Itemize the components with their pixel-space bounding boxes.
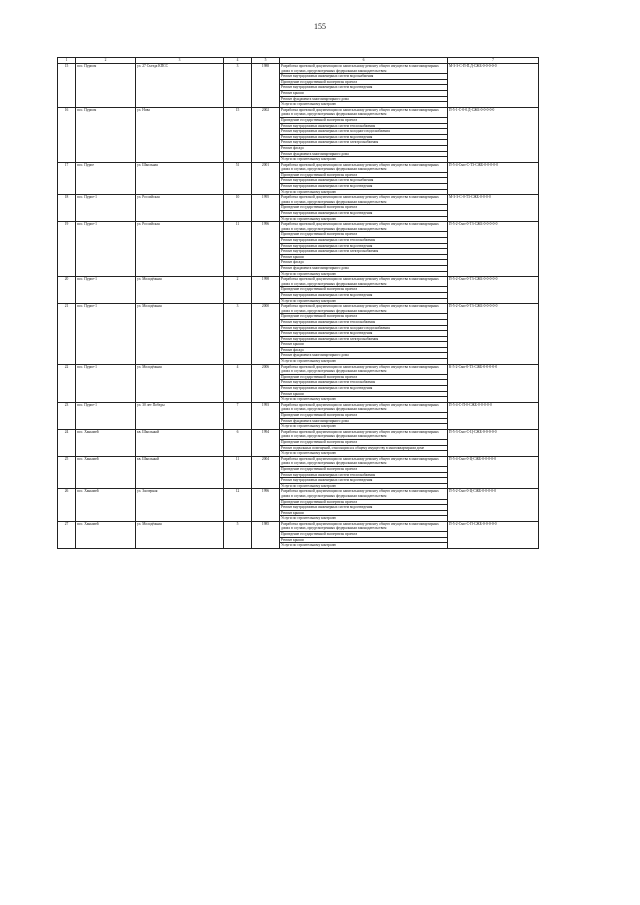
work-type-cell: Ремонт подвальных помещений, относящихся к общему имуществу в многоквартирном доме xyxy=(280,445,448,451)
house-number-cell: 3 xyxy=(224,64,252,108)
build-year-cell: 2001 xyxy=(252,162,280,195)
work-type-cell: Проведение государственной экспертизы проекта xyxy=(280,466,448,472)
row-number: 21 xyxy=(58,304,76,365)
work-type-cell: Ремонт внутридомовых инженерных систем водоотведения xyxy=(280,134,448,140)
page-number: 155 xyxy=(314,22,326,31)
work-type-cell: Ремонт внутридомовых инженерных систем теплоснабжения xyxy=(280,123,448,129)
work-type-cell: Ремонт фундамента многоквартирного дома xyxy=(280,151,448,157)
housing-repair-table xyxy=(57,57,539,549)
table-row xyxy=(58,222,539,232)
street-cell: кв. Школьный xyxy=(136,456,224,489)
table-row xyxy=(58,277,539,287)
work-type-cell: Ремонт внутридомовых инженерных систем водоотведения xyxy=(280,478,448,484)
house-number-cell: 11 xyxy=(224,222,252,277)
build-year-cell: 2002 xyxy=(252,107,280,162)
work-type-cell: Разработка проектной документации по капитальному ремонту общего имущества в многоквартирных домах в случаях, предусмотренных федеральным законодательством xyxy=(280,521,448,531)
row-number: 19 xyxy=(58,222,76,277)
row-number: 15 xyxy=(58,64,76,108)
work-type-cell: Разработка проектной документации по капитальному ремонту общего имущества в многоквартирных домах в случаях, предусмотренных федеральным законодательством xyxy=(280,429,448,439)
settlement-cell: пос. Пурпе-1 xyxy=(76,304,136,365)
table-row xyxy=(58,364,539,374)
building-code-cell: П-5-4-Смп-0-Ц-СЖБ-0-0-0-0-0 xyxy=(448,456,539,489)
building-code-cell: П-5-2-Смп-0-Т3-СЖБ-0-0-0-0-0 xyxy=(448,222,539,277)
work-type-cell: Проведение государственной экспертизы проекта xyxy=(280,499,448,505)
settlement-cell: пос. Пурпе-1 xyxy=(76,222,136,277)
build-year-cell: 1995 xyxy=(252,195,280,222)
street-cell: ул. Школьная xyxy=(136,162,224,195)
house-number-cell: 6 xyxy=(224,429,252,456)
work-type-cell: Ремонт внутридомовых инженерных систем холодного водоснабжения xyxy=(280,325,448,331)
house-number-cell: 11 xyxy=(224,456,252,489)
work-type-cell: Проведение государственной экспертизы проекта xyxy=(280,287,448,293)
row-number: 26 xyxy=(58,489,76,522)
settlement-cell: пос. Пурпе-1 xyxy=(76,277,136,304)
street-cell: ул. Нова xyxy=(136,107,224,162)
settlement-cell: пос. Пурпе-1 xyxy=(76,402,136,429)
work-type-cell: Разработка проектной документации по капитальному ремонту общего имущества в многоквартирных домах в случаях, предусмотренных федеральным законодательством xyxy=(280,364,448,374)
settlement-cell: пос. Пурпе-1 xyxy=(76,195,136,222)
settlement-cell: пос. Пурпом xyxy=(76,64,136,108)
house-number-cell: 4 xyxy=(224,364,252,402)
work-type-cell: Ремонт фундамента многоквартирного дома xyxy=(280,265,448,271)
work-type-cell: Услуги по строительному контролю xyxy=(280,298,448,304)
column-header: 6 xyxy=(280,58,448,64)
work-type-cell: Ремонт внутридомовых инженерных систем водоотведения xyxy=(280,386,448,392)
work-type-cell: Услуги по строительному контролю xyxy=(280,451,448,457)
house-number-cell: 7 xyxy=(224,402,252,429)
table-row xyxy=(58,107,539,117)
work-type-cell: Проведение государственной экспертизы проекта xyxy=(280,232,448,238)
table-row xyxy=(58,456,539,466)
street-cell: ул. Российская xyxy=(136,222,224,277)
work-type-cell: Ремонт внутридомовых инженерных систем теплоснабжения xyxy=(280,319,448,325)
table-row xyxy=(58,402,539,412)
column-header: 5 xyxy=(252,58,280,64)
building-code-cell: М-3-3-С-П-П.Д-СЖБ-0-0-0-0-0 xyxy=(448,64,539,108)
work-type-cell: Проведение государственной экспертизы проекта xyxy=(280,79,448,85)
column-header: 1 xyxy=(58,58,76,64)
work-type-cell: Ремонт внутридомовых инженерных систем водоснабжения xyxy=(280,178,448,184)
work-type-cell: Ремонт внутридомовых инженерных систем теплоснабжения xyxy=(280,472,448,478)
work-type-cell: Проведение государственной экспертизы проекта xyxy=(280,532,448,538)
work-type-cell: Услуги по строительному контролю xyxy=(280,359,448,365)
building-code-cell: П-5-4-С-П-0-СЖБ-0-0-0-0-0 xyxy=(448,402,539,429)
row-number: 22 xyxy=(58,364,76,402)
column-header: 7 xyxy=(448,58,539,64)
settlement-cell: пос. Ханымей xyxy=(76,521,136,548)
column-header: 4 xyxy=(224,58,252,64)
work-type-cell: Ремонт фасада xyxy=(280,347,448,353)
table-row xyxy=(58,489,539,499)
building-code-cell: К-5-2-Смп-0-Т3-СЖБ-0-0-0-0-0 xyxy=(448,364,539,402)
work-type-cell: Ремонт крыши xyxy=(280,537,448,543)
table-body xyxy=(58,64,539,549)
work-type-cell: Ремонт крыши xyxy=(280,391,448,397)
work-type-cell: Проведение государственной экспертизы проекта xyxy=(280,314,448,320)
settlement-cell: пос. Ханымей xyxy=(76,489,136,522)
building-code-cell: П-5-2-Смп-0-Т3-СЖБ-0-0-0-0-0 xyxy=(448,277,539,304)
house-number-cell: 10 xyxy=(224,195,252,222)
house-number-cell: 51 xyxy=(224,162,252,195)
column-header: 3 xyxy=(136,58,224,64)
work-type-cell: Ремонт внутридомовых инженерных систем теплоснабжения xyxy=(280,380,448,386)
work-type-cell: Проведение государственной экспертизы проекта xyxy=(280,374,448,380)
work-type-cell: Разработка проектной документации по капитальному ремонту общего имущества в многоквартирных домах в случаях, предусмотренных федеральным законодательством xyxy=(280,304,448,314)
row-number: 20 xyxy=(58,277,76,304)
work-type-cell: Проведение государственной экспертизы проекта xyxy=(280,439,448,445)
build-year-cell: 2000 xyxy=(252,304,280,365)
work-type-cell: Ремонт внутридомовых инженерных систем водоотведения xyxy=(280,243,448,249)
row-number: 17 xyxy=(58,162,76,195)
table-row xyxy=(58,429,539,439)
work-type-cell: Услуги по строительному контролю xyxy=(280,271,448,277)
row-number: 23 xyxy=(58,402,76,429)
table-row xyxy=(58,162,539,172)
building-code-cell: П-5-3-Смп-С-Ц-СЖБ-0-0-0-0-0 xyxy=(448,429,539,456)
work-type-cell: Ремонт фундамента многоквартирного дома xyxy=(280,418,448,424)
build-year-cell: 1998 xyxy=(252,277,280,304)
work-type-cell: Разработка проектной документации по капитальному ремонту общего имущества в многоквартирных домах в случаях, предусмотренных федеральным законодательством xyxy=(280,64,448,74)
table-row xyxy=(58,64,539,74)
column-header: 2 xyxy=(76,58,136,64)
settlement-cell: пос. Пурпе-1 xyxy=(76,364,136,402)
work-type-cell: Проведение государственной экспертизы проекта xyxy=(280,172,448,178)
building-code-cell: П-5-4-Смп-С-Т3-СЖБ-0-0-0-0-0 xyxy=(448,162,539,195)
work-type-cell: Разработка проектной документации по капитальному ремонту общего имущества в многоквартирных домах в случаях, предусмотренных федеральным законодательством xyxy=(280,277,448,287)
work-type-cell: Ремонт внутридомовых инженерных систем холодного водоснабжения xyxy=(280,129,448,135)
work-type-cell: Услуги по строительному контролю xyxy=(280,543,448,549)
work-type-cell: Ремонт внутридомовых инженерных систем водоотведения xyxy=(280,85,448,91)
street-cell: ул. Молодёжная xyxy=(136,521,224,548)
work-type-cell: Ремонт крыши xyxy=(280,90,448,96)
settlement-cell: пос. Ханымей xyxy=(76,429,136,456)
work-type-cell: Ремонт внутридомовых инженерных систем водоотведения xyxy=(280,184,448,190)
row-number: 27 xyxy=(58,521,76,548)
house-number-cell: 15 xyxy=(224,107,252,162)
build-year-cell: 1985 xyxy=(252,521,280,548)
work-type-cell: Разработка проектной документации по капитальному ремонту общего имущества в многоквартирных домах в случаях, предусмотренных федеральным законодательством xyxy=(280,195,448,205)
build-year-cell: 1993 xyxy=(252,402,280,429)
work-type-cell: Разработка проектной документации по капитальному ремонту общего имущества в многоквартирных домах в случаях, предусмотренных федеральным законодательством xyxy=(280,162,448,172)
build-year-cell: 2004 xyxy=(252,456,280,489)
settlement-cell: пос. Пурпом xyxy=(76,107,136,162)
table-row xyxy=(58,304,539,314)
building-code-cell: П-5-1-С-0-0.Д-СЖБ-0-0-0-0-0 xyxy=(448,107,539,162)
street-cell: ул. 27 Съезда КПСС xyxy=(136,64,224,108)
building-code-cell: П-5-2-Смп-0-Ц-СЖБ-0-0-0-0-0 xyxy=(448,489,539,522)
work-type-cell: Ремонт внутридомовых инженерных систем электроснабжения xyxy=(280,249,448,255)
work-type-cell: Разработка проектной документации по капитальному ремонту общего имущества в многоквартирных домах в случаях, предусмотренных федеральным законодательством xyxy=(280,222,448,232)
work-type-cell: Разработка проектной документации по капитальному ремонту общего имущества в многоквартирных домах в случаях, предусмотренных федеральным законодательством xyxy=(280,402,448,412)
work-type-cell: Разработка проектной документации по капитальному ремонту общего имущества в многоквартирных домах в случаях, предусмотренных федеральным законодательством xyxy=(280,456,448,466)
house-number-cell: 2 xyxy=(224,277,252,304)
build-year-cell: 1996 xyxy=(252,222,280,277)
row-number: 18 xyxy=(58,195,76,222)
building-code-cell: М-3-3-С-0-Т3-СЖБ-0-0-0-0 xyxy=(448,195,539,222)
work-type-cell: Ремонт крыши xyxy=(280,254,448,260)
row-number: 24 xyxy=(58,429,76,456)
work-type-cell: Проведение государственной экспертизы проекта xyxy=(280,117,448,123)
build-year-cell: 1996 xyxy=(252,489,280,522)
table-row xyxy=(58,521,539,531)
work-type-cell: Услуги по строительному контролю xyxy=(280,424,448,430)
street-cell: кв. Школьный xyxy=(136,429,224,456)
house-number-cell: 12 xyxy=(224,489,252,522)
settlement-cell: пос. Ханымей xyxy=(76,456,136,489)
street-cell: ул. 30 лет Победы xyxy=(136,402,224,429)
work-type-cell: Ремонт внутридомовых инженерных систем водоснабжения xyxy=(280,74,448,80)
building-code-cell: П-5-2-Смп-С-П-СЖБ-0-0-0-0-0 xyxy=(448,521,539,548)
street-cell: ул. Молодёжная xyxy=(136,364,224,402)
house-number-cell: 3 xyxy=(224,304,252,365)
building-code-cell: П-5-2-Смп-0-Т3-СЖБ-0-0-0-0-0 xyxy=(448,304,539,365)
work-type-cell: Услуги по строительному контролю xyxy=(280,516,448,522)
street-cell: ул. Заозерная xyxy=(136,489,224,522)
work-type-cell: Ремонт фундамента многоквартирного дома xyxy=(280,353,448,359)
work-type-cell: Проведение государственной экспертизы проекта xyxy=(280,205,448,211)
street-cell: ул. Молодёжная xyxy=(136,304,224,365)
settlement-cell: пос. Пурпе xyxy=(76,162,136,195)
build-year-cell: 1994 xyxy=(252,429,280,456)
work-type-cell: Ремонт внутридомовых инженерных систем теплоснабжения xyxy=(280,238,448,244)
work-type-cell: Услуги по строительному контролю xyxy=(280,216,448,222)
house-number-cell: 5 xyxy=(224,521,252,548)
street-cell: ул. Российская xyxy=(136,195,224,222)
work-type-cell: Услуги по строительному контролю xyxy=(280,157,448,163)
work-type-cell: Ремонт внутридомовых инженерных систем водоотведения xyxy=(280,292,448,298)
work-type-cell: Ремонт крыши xyxy=(280,510,448,516)
build-year-cell: 1988 xyxy=(252,64,280,108)
work-type-cell: Разработка проектной документации по капитальному ремонту общего имущества в многоквартирных домах в случаях, предусмотренных федеральным законодательством xyxy=(280,489,448,499)
work-type-cell: Ремонт внутридомовых инженерных систем электроснабжения xyxy=(280,336,448,342)
work-type-cell: Ремонт внутридомовых инженерных систем электроснабжения xyxy=(280,140,448,146)
work-type-cell: Ремонт фундамента многоквартирного дома xyxy=(280,96,448,102)
work-type-cell: Ремонт внутридомовых инженерных систем водоотведения xyxy=(280,505,448,511)
work-type-cell: Услуги по строительному контролю xyxy=(280,483,448,489)
work-type-cell: Ремонт фасада xyxy=(280,145,448,151)
street-cell: ул. Молодёжная xyxy=(136,277,224,304)
work-type-cell: Разработка проектной документации по капитальному ремонту общего имущества в многоквартирных домах в случаях, предусмотренных федеральным законодательством xyxy=(280,107,448,117)
table-row xyxy=(58,195,539,205)
work-type-cell: Проведение государственной экспертизы проекта xyxy=(280,413,448,419)
work-type-cell: Ремонт крыши xyxy=(280,342,448,348)
work-type-cell: Ремонт внутридомовых инженерных систем водоотведения xyxy=(280,211,448,217)
build-year-cell: 2006 xyxy=(252,364,280,402)
work-type-cell: Услуги по строительному контролю xyxy=(280,397,448,403)
work-type-cell: Услуги по строительному контролю xyxy=(280,189,448,195)
row-number: 25 xyxy=(58,456,76,489)
work-type-cell: Ремонт внутридомовых инженерных систем водоотведения xyxy=(280,331,448,337)
work-type-cell: Услуги по строительному контролю xyxy=(280,102,448,108)
work-type-cell: Ремонт фасада xyxy=(280,260,448,266)
row-number: 16 xyxy=(58,107,76,162)
